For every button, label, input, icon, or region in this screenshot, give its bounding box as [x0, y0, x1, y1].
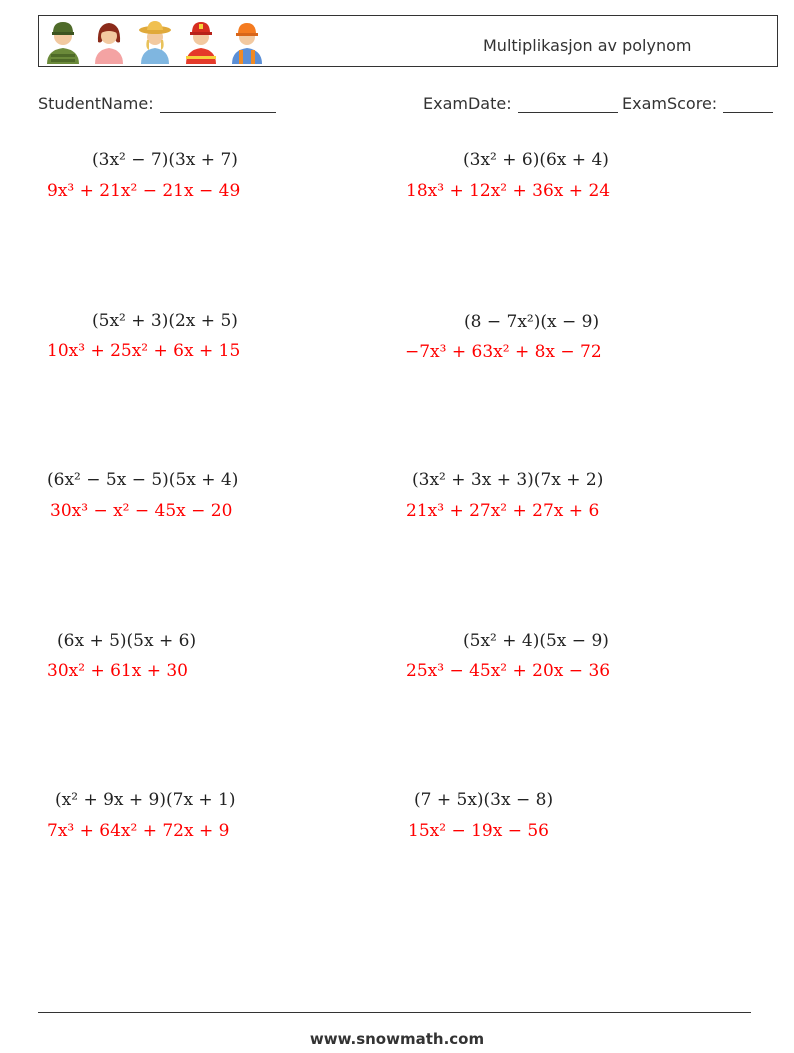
student-name-field [38, 94, 276, 113]
firefighter-avatar-icon [181, 18, 221, 64]
exam-score-blank[interactable] [723, 96, 773, 113]
problem-question: (5x² + 4)(5x − 9) [463, 631, 609, 651]
worksheet-header [38, 15, 778, 67]
worker-avatar-icon [227, 18, 267, 64]
exam-date-label: ExamDate: [423, 94, 512, 113]
exam-score-label: ExamScore: [622, 94, 718, 113]
problem-answer: 30x³ − x² − 45x − 20 [50, 501, 233, 521]
problem-answer: 15x² − 19x − 56 [408, 821, 549, 841]
problem-question: (5x² + 3)(2x + 5) [92, 311, 238, 331]
exam-date-blank[interactable] [518, 96, 618, 113]
problem-question: (3x² + 3x + 3)(7x + 2) [412, 470, 604, 490]
problem-question: (8 − 7x²)(x − 9) [464, 312, 600, 332]
problem-question: (x² + 9x + 9)(7x + 1) [55, 790, 236, 810]
problem-question: (6x² − 5x − 5)(5x + 4) [47, 470, 239, 490]
problem-answer: 7x³ + 64x² + 72x + 9 [47, 821, 230, 841]
problem-answer: 18x³ + 12x² + 36x + 24 [406, 181, 611, 201]
farmer-avatar-icon [135, 18, 175, 64]
problem-answer: 21x³ + 27x² + 27x + 6 [406, 501, 600, 521]
woman-avatar-icon [89, 18, 129, 64]
problem-question: (3x² − 7)(3x + 7) [92, 150, 238, 170]
exam-score-field [622, 94, 773, 113]
problem-answer: 10x³ + 25x² + 6x + 15 [47, 341, 241, 361]
problem-answer: 9x³ + 21x² − 21x − 49 [47, 181, 241, 201]
problem-question: (6x + 5)(5x + 6) [57, 631, 197, 651]
avatar-row [43, 18, 267, 64]
problem-answer: −7x³ + 63x² + 8x − 72 [405, 342, 602, 362]
problem-question: (7 + 5x)(3x − 8) [414, 790, 554, 810]
footer-divider [38, 1012, 751, 1013]
student-name-blank[interactable] [160, 96, 276, 113]
problem-answer: 25x³ − 45x² + 20x − 36 [406, 661, 611, 681]
problem-answer: 30x² + 61x + 30 [47, 661, 188, 681]
footer-url[interactable]: www.snowmath.com [309, 1030, 485, 1048]
worksheet-title: Multiplikasjon av polynom [483, 36, 692, 55]
student-name-label: StudentName: [38, 94, 154, 113]
problem-question: (3x² + 6)(6x + 4) [463, 150, 609, 170]
exam-date-field [423, 94, 618, 113]
soldier-avatar-icon [43, 18, 83, 64]
